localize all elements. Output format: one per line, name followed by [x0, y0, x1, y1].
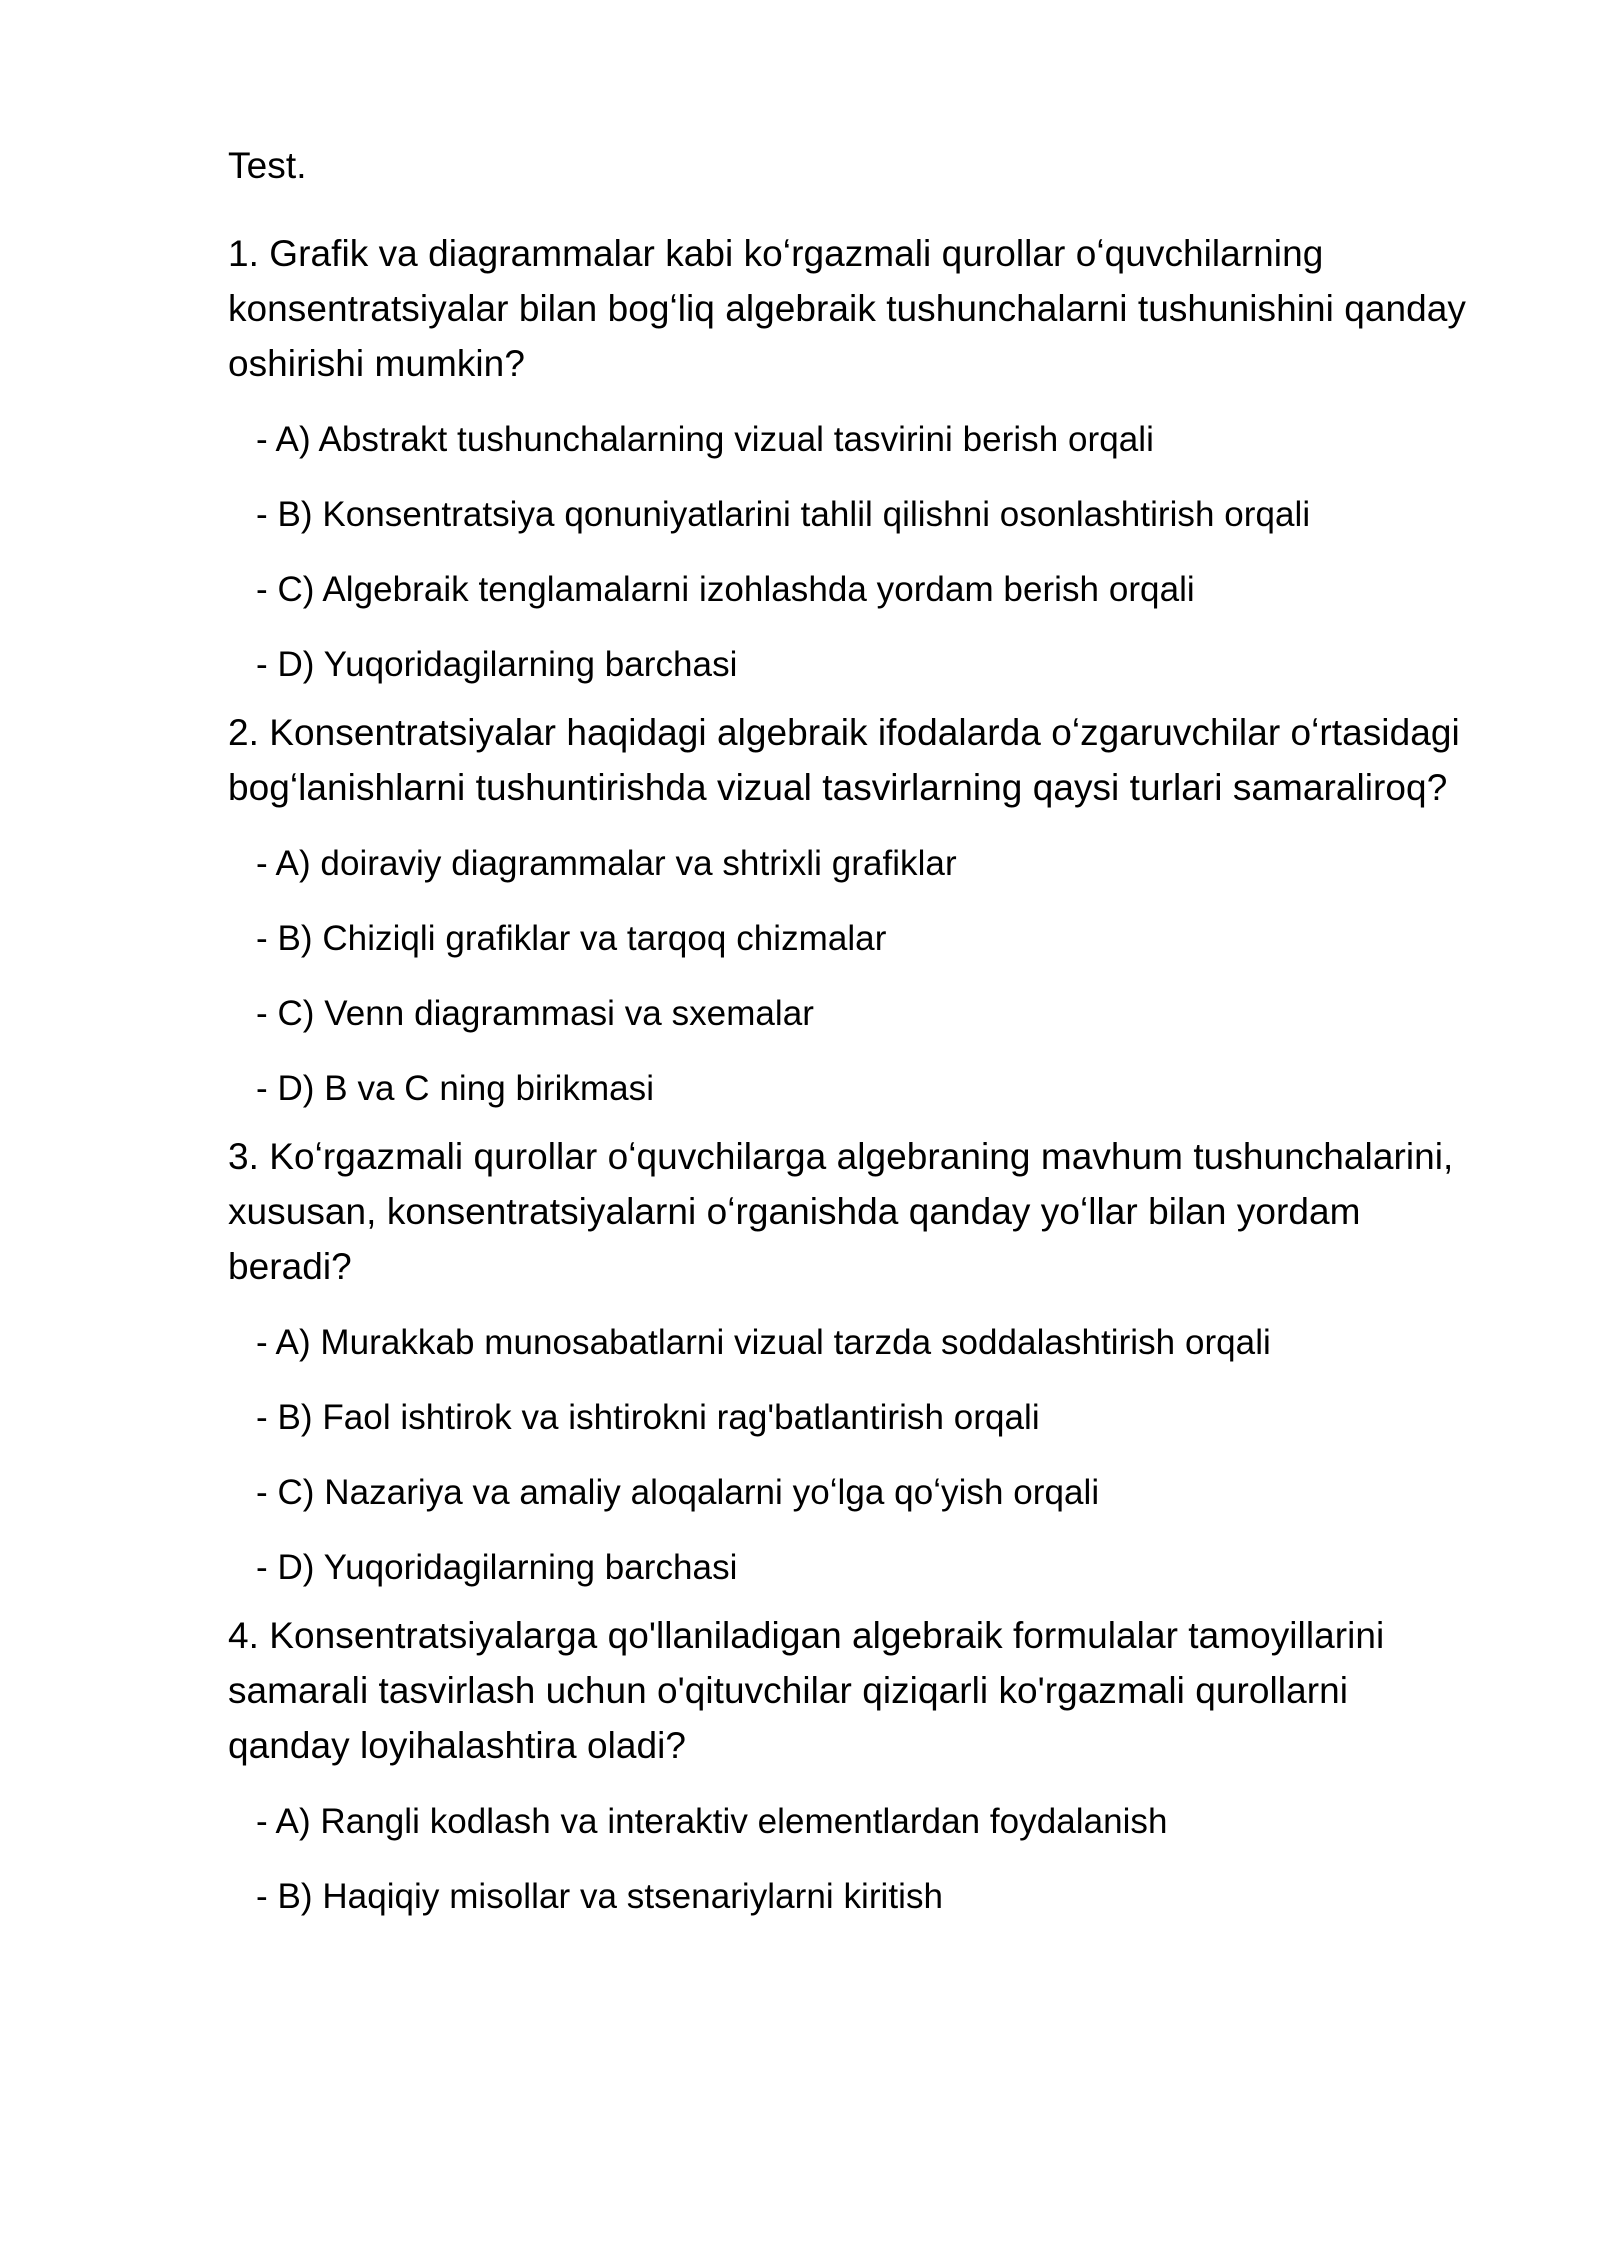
page-title: Test. [228, 145, 307, 186]
question-3-option-b: - B) Faol ishtirok va ishtirokni rag'batlantirish orqali [256, 1398, 1040, 1437]
question-1-option-a: - A) Abstrakt tushunchalarning vizual tasvirini berish orqali [256, 420, 1154, 459]
question-1-option-c: - C) Algebraik tenglamalarni izohlashda yordam berish orqali [256, 570, 1195, 609]
question-4-option-a: - A) Rangli kodlash va interaktiv elementlardan foydalanish [256, 1802, 1168, 1841]
question-1-option-d: - D) Yuqoridagilarning barchasi [256, 645, 738, 684]
question-3-option-d: - D) Yuqoridagilarning barchasi [256, 1548, 738, 1587]
question-2-option-d: - D) B va C ning birikmasi [256, 1069, 655, 1108]
question-2-option-b: - B) Chiziqli grafiklar va tarqoq chizmalar [256, 919, 887, 958]
question-1-option-b: - B) Konsentratsiya qonuniyatlarini tahlil qilishni osonlashtirish orqali [256, 495, 1311, 534]
question-3-option-a: - A) Murakkab munosabatlarni vizual tarzda soddalashtirish orqali [256, 1323, 1271, 1362]
question-3-option-c: - C) Nazariya va amaliy aloqalarni yoʻlga qoʻyish orqali [256, 1473, 1100, 1512]
question-2-option-a: - A) doiraviy diagrammalar va shtrixli grafiklar [256, 844, 957, 883]
question-block-2 [228, 705, 1478, 1116]
question-block-4 [228, 1608, 1478, 1924]
question-text-4: 4. Konsentratsiyalarga qo'llaniladigan algebraik formulalar tamoyillarini samarali tasvirlash uchun o'qituvchilar qiziqarli ko'rgazmali qurollarni qanday loyihalashtira oladi? [228, 1615, 1385, 1766]
document-body [228, 140, 1478, 1924]
question-text-1: 1. Grafik va diagrammalar kabi koʻrgazmali qurollar oʻquvchilarning konsentratsiyalar bilan bogʻliq algebraik tushunchalarni tushunishini qanday oshirishi mumkin? [228, 233, 1466, 384]
question-text-3: 3. Koʻrgazmali qurollar oʻquvchilarga algebraning mavhum tushunchalarini, xususan, konsentratsiyalarni oʻrganishda qanday yoʻllar bilan yordam beradi? [228, 1136, 1454, 1287]
question-4-option-b: - B) Haqiqiy misollar va stsenariylarni kiritish [256, 1877, 944, 1916]
question-block-1 [228, 226, 1478, 692]
question-2-option-c: - C) Venn diagrammasi va sxemalar [256, 994, 814, 1033]
question-block-3 [228, 1129, 1478, 1595]
question-text-2: 2. Konsentratsiyalar haqidagi algebraik ifodalarda oʻzgaruvchilar oʻrtasidagi bogʻlanishlarni tushuntirishda vizual tasvirlarning qaysi turlari samaraliroq? [228, 712, 1460, 808]
